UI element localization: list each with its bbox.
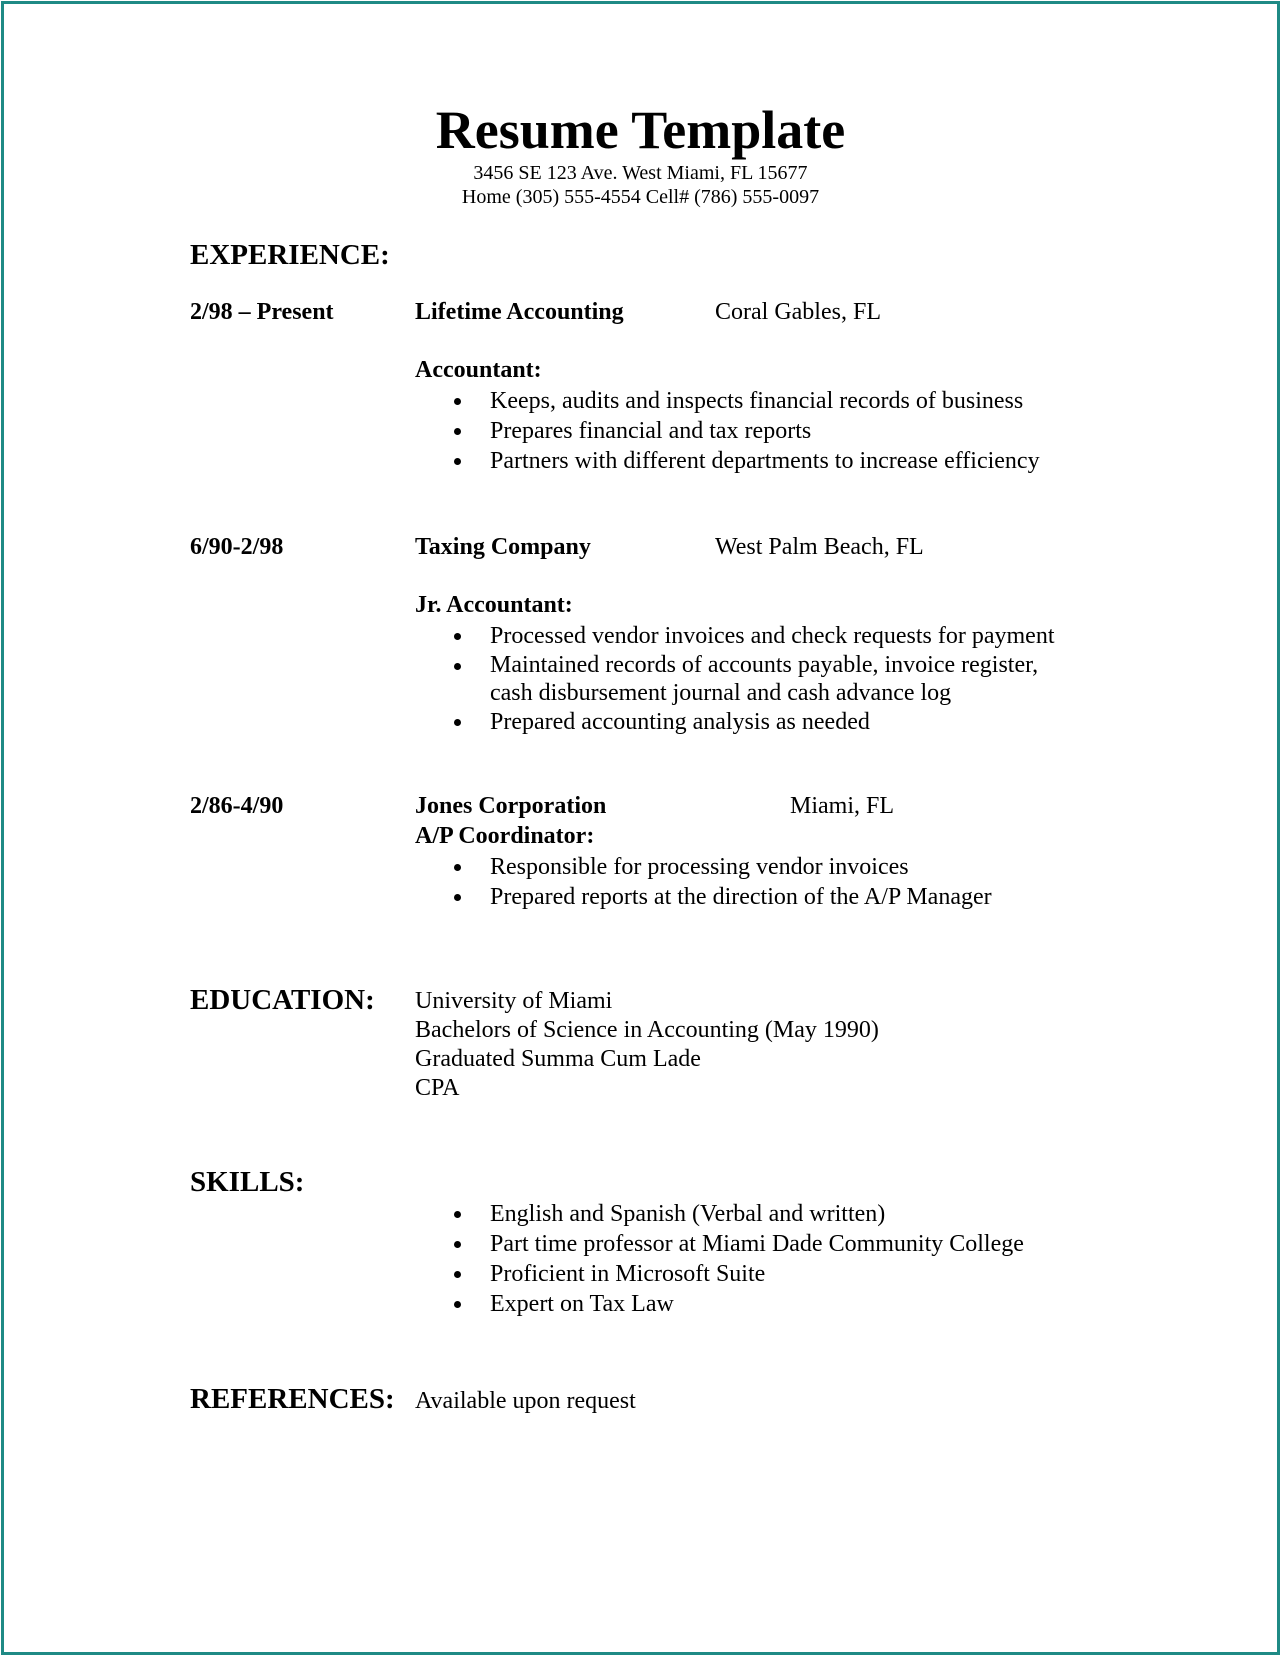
duty-text: Keeps, audits and inspects financial records of business [490,388,1024,414]
bullet-icon [454,894,461,901]
job-location: West Palm Beach, FL [715,534,924,560]
list-item [452,707,1112,737]
skills-heading: SKILLS: [190,1166,305,1198]
list-item [452,651,1112,707]
list-item [452,446,1112,476]
education-honors: Graduated Summa Cum Lade [415,1046,701,1072]
bullet-icon [454,864,461,871]
phone-line: Home (305) 555-4554 Cell# (786) 555-0097 [461,186,820,208]
bullet-icon [454,633,461,640]
bullet-icon [454,1301,461,1308]
job-location: Miami, FL [790,793,895,819]
duty-text: Partners with different departments to increase efficiency [490,448,1040,474]
resume-title: Resume Template [435,100,846,160]
job-dates: 6/90-2/98 [190,534,284,560]
job-duties-list [452,621,1112,737]
job-dates: 2/86-4/90 [190,793,284,819]
job-role: Accountant: [415,357,542,383]
list-item [452,1259,1112,1289]
job-role: Jr. Accountant: [415,592,573,618]
job-role: A/P Coordinator: [415,823,595,849]
bullet-icon [454,398,461,405]
list-item [452,1199,1112,1229]
bullet-icon [454,1211,461,1218]
skill-text: Proficient in Microsoft Suite [490,1261,766,1287]
list-item [452,1229,1112,1259]
education-degree: Bachelors of Science in Accounting (May 1990) [415,1017,879,1043]
list-item [452,882,1112,912]
skill-text: Part time professor at Miami Dade Community College [490,1231,1024,1257]
job-duties-list [452,386,1112,476]
list-item [452,852,1112,882]
bullet-icon [454,458,461,465]
skill-text: Expert on Tax Law [490,1291,674,1317]
list-item [452,416,1112,446]
bullet-icon [454,428,461,435]
bullet-icon [454,719,461,726]
duty-text: Prepared accounting analysis as needed [490,709,870,735]
duty-text: Processed vendor invoices and check requests for payment [490,623,1055,649]
duty-text: cash disbursement journal and cash advance log [490,680,952,706]
list-item [452,621,1112,651]
duty-text: Prepared reports at the direction of the A/P Manager [490,884,992,910]
duty-text: Maintained records of accounts payable, invoice register, [490,652,1039,678]
bullet-icon [454,1241,461,1248]
job-duties-list [452,852,1112,912]
education-heading: EDUCATION: [190,984,375,1016]
job-company: Lifetime Accounting [415,299,624,325]
list-item [452,1289,1112,1319]
references-text: Available upon request [415,1388,636,1414]
job-company: Taxing Company [415,534,591,560]
duty-text: Responsible for processing vendor invoices [490,854,909,880]
bullet-icon [454,1271,461,1278]
education-school: University of Miami [415,988,613,1014]
job-location: Coral Gables, FL [715,299,881,325]
list-item [452,386,1112,416]
job-dates: 2/98 – Present [190,299,334,325]
job-company: Jones Corporation [415,793,607,819]
skills-list [452,1199,1112,1319]
education-certification: CPA [415,1075,460,1101]
references-heading: REFERENCES: [190,1383,395,1415]
bullet-icon [454,663,461,670]
skill-text: English and Spanish (Verbal and written) [490,1201,886,1227]
duty-text: Prepares financial and tax reports [490,418,812,444]
experience-heading: EXPERIENCE: [190,239,390,271]
address-line: 3456 SE 123 Ave. West Miami, FL 15677 [473,162,808,184]
